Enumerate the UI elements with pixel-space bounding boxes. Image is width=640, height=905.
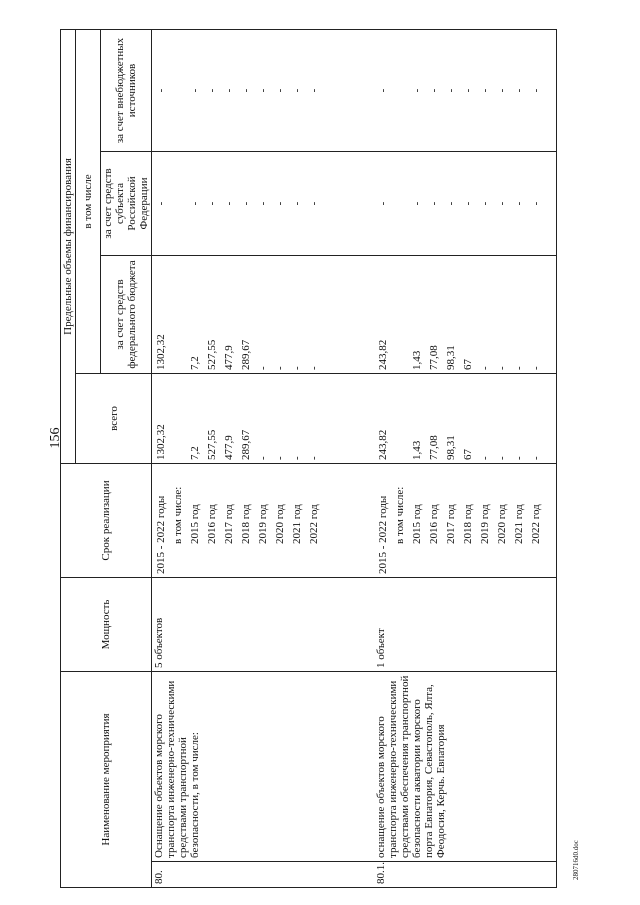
row-subject-value: - [496, 201, 508, 206]
financing-table [60, 29, 557, 888]
row-subject-value: - [308, 201, 320, 206]
row-total-value: - [513, 456, 525, 460]
row-extra-value: - [240, 88, 252, 93]
row-term-value: 2015 - 2022 годы [377, 495, 389, 574]
row-number: 80. [152, 862, 375, 888]
row-extra-value: - [411, 88, 423, 93]
row-term-value: 2022 год [308, 504, 320, 544]
row-total-value: - [496, 456, 508, 460]
page-number: 156 [48, 427, 63, 449]
row-extra-value: - [513, 88, 525, 93]
row-term-value: 2017 год [445, 504, 457, 544]
header-financing: Предельные объемы финансирования [61, 29, 76, 463]
row-term-value: 2016 год [206, 504, 218, 544]
row-federal-value: 477,9 [223, 345, 235, 370]
row-federal-value: - [257, 366, 269, 370]
row-extra-value: - [462, 88, 474, 93]
row-subject-value: - [530, 201, 542, 206]
row-extra-value: - [155, 88, 167, 93]
row-term-value: 2020 год [496, 504, 508, 544]
row-total [374, 374, 557, 464]
row-federal-value: 243,82 [377, 339, 389, 370]
row-subject [152, 152, 375, 256]
row-federal-value: 1,43 [411, 350, 423, 370]
row-term-value: 2016 год [428, 504, 440, 544]
row-federal-value: 527,55 [206, 339, 218, 370]
row-total-value: 1302,32 [155, 424, 167, 460]
row-subject-value: - [206, 201, 218, 206]
row-federal-value: 98,31 [445, 345, 457, 370]
row-extra-value: - [257, 88, 269, 93]
row-subject-value: - [445, 201, 457, 206]
row-term-value: в том числе: [172, 486, 184, 544]
row-term-value: в том числе: [394, 486, 406, 544]
row-total-value: - [479, 456, 491, 460]
row-term-value: 2021 год [513, 504, 525, 544]
row-federal-value: 289,67 [240, 339, 252, 370]
row-total-value: 77,08 [428, 435, 440, 460]
header-name: Наименование мероприятия [61, 672, 152, 888]
row-total-value: - [257, 456, 269, 460]
row-term-value: 2019 год [479, 504, 491, 544]
row-federal [374, 256, 557, 374]
table-row [374, 29, 557, 887]
row-name: оснащение объектов морского транспорта инженерно-техническими средствами обеспечения транспортной безопасности акватории морского порта Евпатория, Севастополь, Ялта, Феодосия, Керчь. Евпатория [374, 672, 557, 862]
row-number: 80.1. [374, 862, 557, 888]
header-total: всего [76, 374, 152, 464]
row-federal-value: 1302,32 [155, 334, 167, 370]
row-term-value: 2015 год [411, 504, 423, 544]
row-extra-value: - [479, 88, 491, 93]
row-extra-value: - [223, 88, 235, 93]
row-subject-value: - [377, 201, 389, 206]
row-subject-value: - [479, 201, 491, 206]
row-subject [374, 152, 557, 256]
row-term-value: 2017 год [223, 504, 235, 544]
row-term-value: 2015 - 2022 годы [155, 495, 167, 574]
row-subject-value: - [155, 201, 167, 206]
header-term: Срок реализации [61, 464, 152, 578]
row-extra-value: - [274, 88, 286, 93]
row-term-value: 2021 год [291, 504, 303, 544]
header-subject: за счет средств субъекта Российской Федерации [101, 152, 152, 256]
row-extra-value: - [428, 88, 440, 93]
row-total-value [392, 377, 409, 460]
row-term-value: 2018 год [462, 504, 474, 544]
row-term-value: 2018 год [240, 504, 252, 544]
footer-code: 280716d0.doc [572, 840, 580, 880]
row-subject-value [392, 155, 409, 252]
row-federal-value: - [513, 366, 525, 370]
row-federal-value [392, 259, 409, 370]
row-subject-value: - [223, 201, 235, 206]
row-federal-value: - [274, 366, 286, 370]
table-body [152, 29, 557, 887]
rotated-table-container [60, 30, 585, 888]
row-total-value: 98,31 [445, 435, 457, 460]
row-federal [152, 256, 375, 374]
header-federal: за счет средств федерального бюджета [101, 256, 152, 374]
row-federal-value [170, 259, 187, 370]
row-total-value: 289,67 [240, 429, 252, 460]
row-subject-value [170, 155, 187, 252]
row-term-value: 2019 год [257, 504, 269, 544]
row-extra-value: - [377, 88, 389, 93]
row-subject-value: - [428, 201, 440, 206]
row-total-value: 527,55 [206, 429, 218, 460]
row-term [374, 464, 557, 578]
row-subject-value: - [257, 201, 269, 206]
row-total-value: 243,82 [377, 429, 389, 460]
row-name: Оснащение объектов морского транспорта инженерно-техническими средствами транспортной безопасности, в том числе: [152, 672, 375, 862]
row-federal-value: - [496, 366, 508, 370]
row-extra-value: - [189, 88, 201, 93]
row-subject-value: - [411, 201, 423, 206]
row-federal-value: 77,08 [428, 345, 440, 370]
row-extra-value [170, 33, 187, 148]
row-subject-value: - [462, 201, 474, 206]
row-subject-value: - [291, 201, 303, 206]
row-extra [374, 29, 557, 151]
row-subject-value: - [189, 201, 201, 206]
row-total-value: - [274, 456, 286, 460]
row-extra-value: - [308, 88, 320, 93]
row-subject-value: - [240, 201, 252, 206]
row-total-value: 7,2 [189, 446, 201, 460]
row-extra-value [392, 33, 409, 148]
table-row [152, 29, 375, 887]
row-federal-value: 7,2 [189, 356, 201, 370]
row-extra-value: - [530, 88, 542, 93]
row-term-value: 2020 год [274, 504, 286, 544]
row-extra-value: - [496, 88, 508, 93]
row-capacity: 1 объект [374, 578, 557, 672]
row-total-value [170, 377, 187, 460]
row-federal-value: - [308, 366, 320, 370]
header-capacity: Мощность [61, 578, 152, 672]
row-total-value: 1,43 [411, 440, 423, 460]
row-term [152, 464, 375, 578]
row-subject-value: - [513, 201, 525, 206]
header-extra: за счет внебюджетных источников [101, 29, 152, 151]
row-extra-value: - [291, 88, 303, 93]
row-capacity: 5 объектов [152, 578, 375, 672]
row-term-value: 2022 год [530, 504, 542, 544]
row-term-value: 2015 год [189, 504, 201, 544]
row-extra-value: - [206, 88, 218, 93]
row-total-value: - [308, 456, 320, 460]
row-subject-value: - [274, 201, 286, 206]
row-extra [152, 29, 375, 151]
row-federal-value: - [479, 366, 491, 370]
row-total [152, 374, 375, 464]
row-extra-value: - [445, 88, 457, 93]
row-total-value: - [530, 456, 542, 460]
row-total-value: 477,9 [223, 435, 235, 460]
row-total-value: 67 [462, 449, 474, 460]
row-federal-value: 67 [462, 359, 474, 370]
row-total-value: - [291, 456, 303, 460]
row-federal-value: - [291, 366, 303, 370]
header-including: в том числе [76, 29, 101, 373]
row-federal-value: - [530, 366, 542, 370]
